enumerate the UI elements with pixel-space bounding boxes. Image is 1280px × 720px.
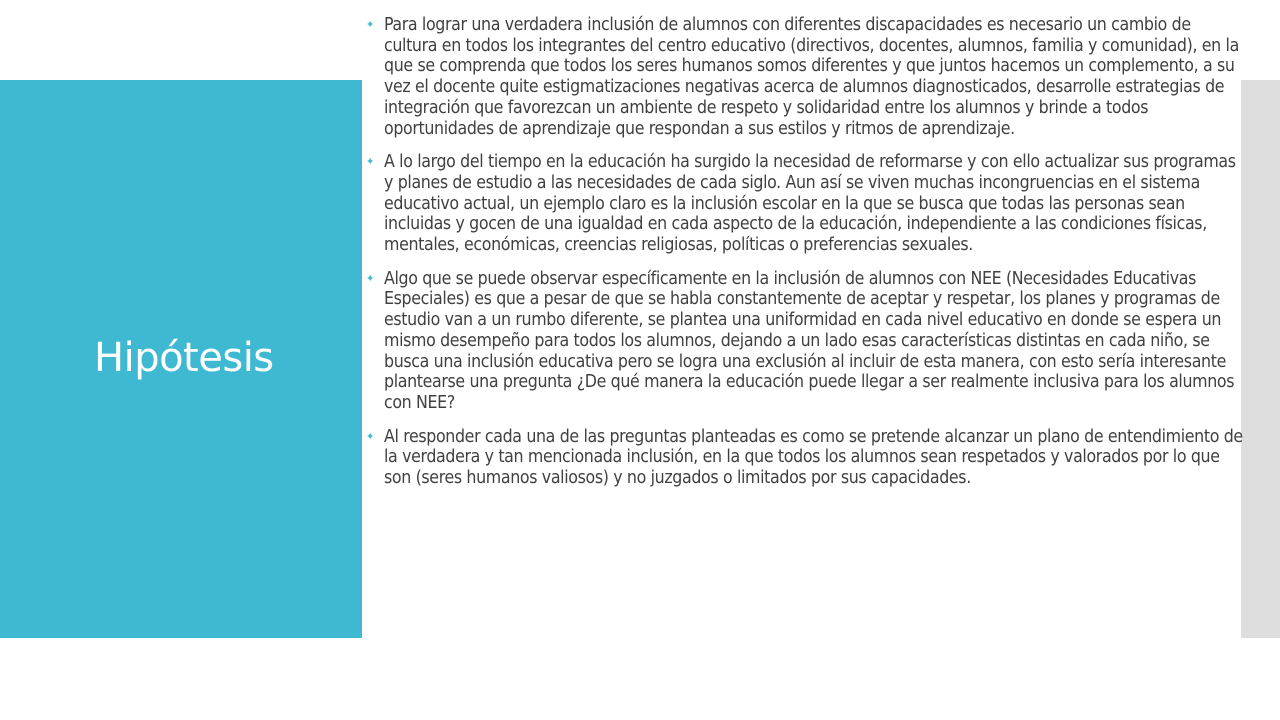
bullet-text: Al responder cada una de las preguntas planteadas es como se pretende alcanzar un plano de entendimiento de la verdadera y tan mencionada inclusión, en la que todos los alumnos sean respetados y valorados por lo que son (seres humanos valiosos) y no juzgados o limitados por sus capacidades. [384,426,1243,489]
bullet-item [362,269,1244,414]
bullet-item [362,152,1244,256]
bullet-text: Para lograr una verdadera inclusión de alumnos con diferentes discapacidades es necesario un cambio de cultura en todos los integrantes del centro educativo (directivos, docentes, alumnos, familia y comunidad), en la que se comprenda que todos los seres humanos somos diferentes y que juntos hacemos un complemento, a su vez el docente quite estigmatizaciones negativas acerca de alumnos diagnosticados, desarrolle estrategias de integración que favorezcan un ambiente de respeto y solidaridad entre los alumnos y brinde a todos oportunidades de aprendizaje que respondan a sus estilos y ritmos de aprendizaje. [384,15,1239,139]
slide-content [362,15,1244,705]
bullet-list [362,15,1244,489]
bullet-item [362,15,1244,139]
bullet-star-icon: ✦ [366,429,374,443]
bullet-text: A lo largo del tiempo en la educación ha surgido la necesidad de reformarse y con ello actualizar sus programas y planes de estudio a las necesidades de cada siglo. Aun así se viven muchas incongruencias en el sistema educativo actual, un ejemplo claro es la inclusión escolar en la que se busca que todas las personas sean incluidas y gocen de una igualdad en cada aspecto de la educación, independiente a las condiciones físicas, mentales, económicas, creencias religiosas, políticas o preferencias sexuales. [384,152,1236,256]
slide-title: Hipótesis [94,335,274,381]
bullet-star-icon: ✦ [366,155,374,169]
bullet-star-icon: ✦ [366,18,374,31]
bullet-text: Algo que se puede observar específicamente en la inclusión de alumnos con NEE (Necesidades Educativas Especiales) es que a pesar de que se habla constantemente de aceptar y respetar, los planes y programas de estudio van a un rumbo diferente, se plantea una uniformidad en cada nivel educativo en donde se espera un mismo desempeño para todos los alumnos, dejando a un lado esas características distintas en cada niño, se busca una inclusión educativa pero se logra una exclusión al incluir de esta manera, con esto sería interesante plantearse una pregunta ¿De qué manera la educación puede llegar a ser realmente inclusiva para los alumnos con NEE? [384,268,1235,413]
right-side-band [1241,80,1280,638]
bullet-star-icon: ✦ [366,271,374,285]
bullet-item [362,427,1244,489]
